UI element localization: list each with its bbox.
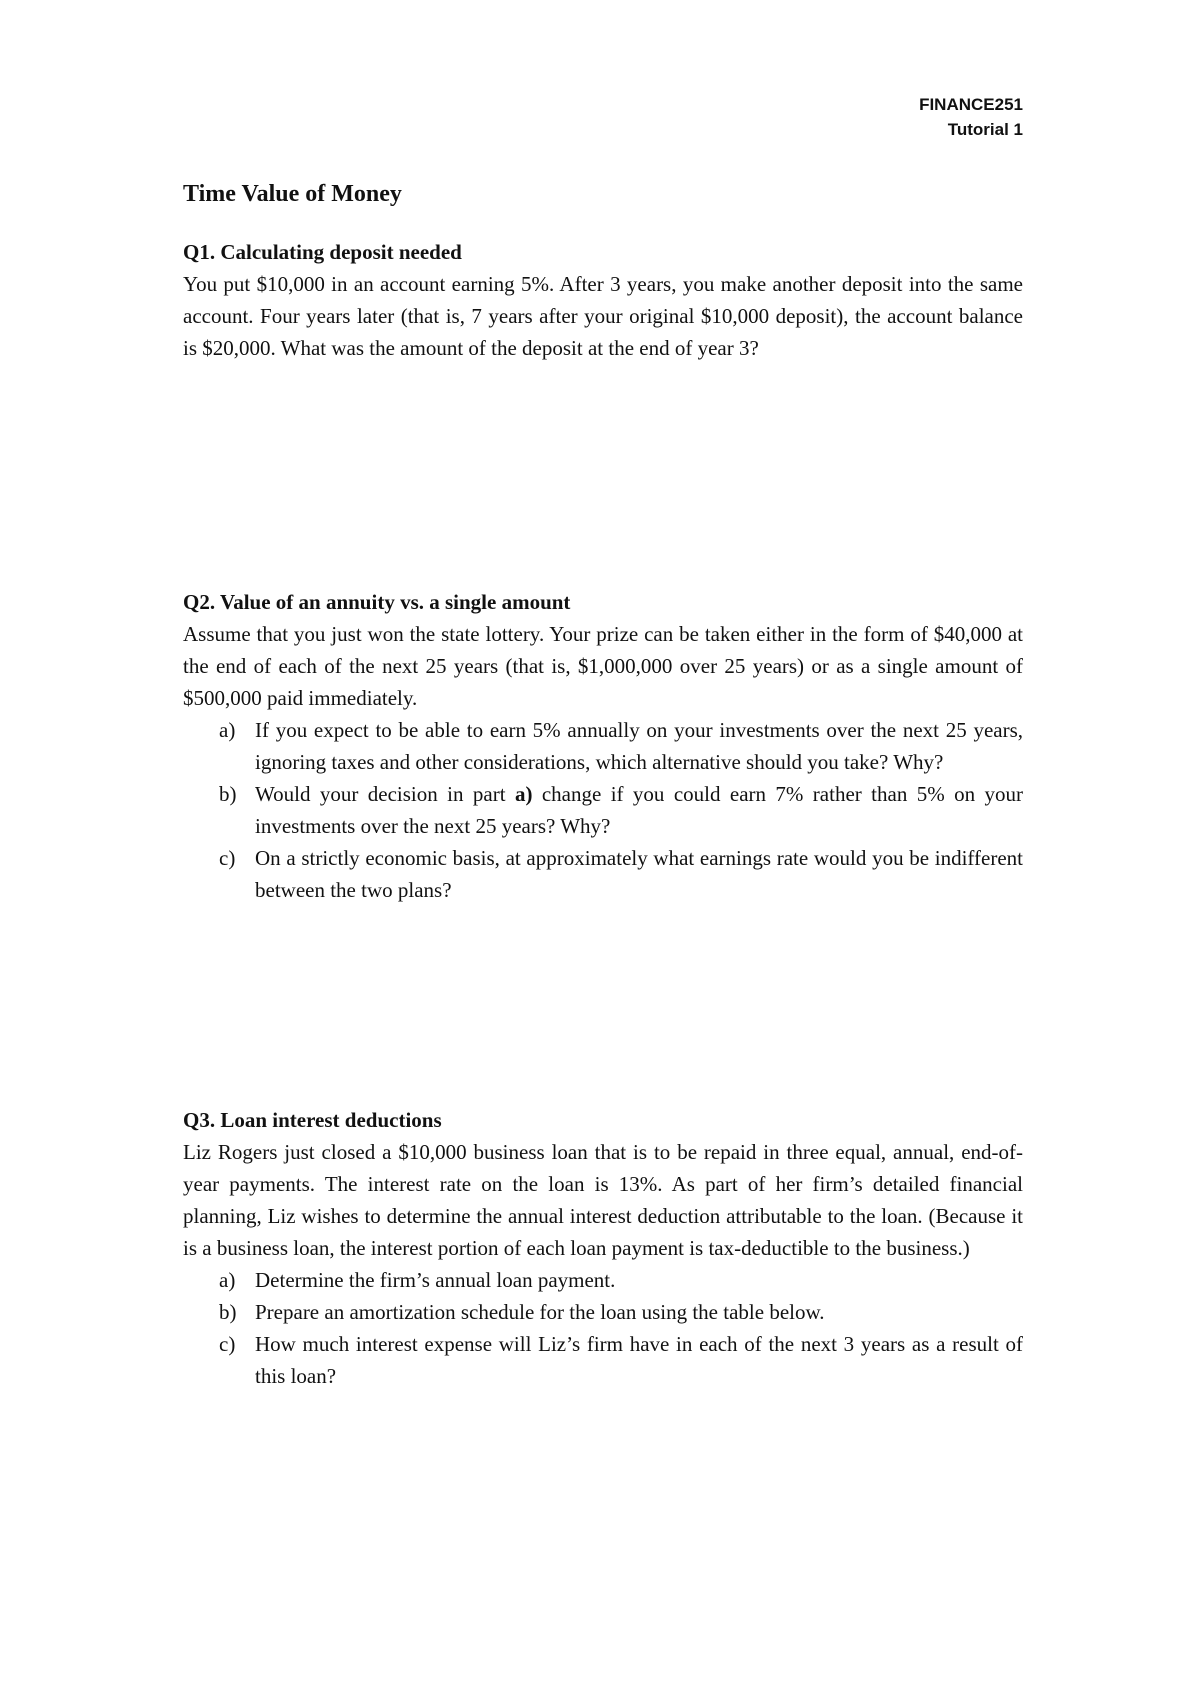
part-marker: a)	[219, 718, 236, 742]
document-body	[183, 178, 1023, 1392]
part-text: If you expect to be able to earn 5% annually on your investments over the next 25 years, ignoring taxes and other considerations, which alternative should you take? Why?	[255, 718, 1023, 774]
part-marker: c)	[219, 1332, 236, 1356]
question-2-title: Q2. Value of an annuity vs. a single amount	[183, 590, 571, 614]
question-3-title: Q3. Loan interest deductions	[183, 1108, 442, 1132]
part-marker: b)	[219, 1300, 237, 1324]
question-3-part-b	[183, 1296, 1023, 1328]
part-text: On a strictly economic basis, at approximately what earnings rate would you be indifferent between the two plans?	[255, 846, 1023, 902]
question-2-part-c	[183, 842, 1023, 906]
page-header	[919, 92, 1023, 142]
part-text: How much interest expense will Liz’s firm have in each of the next 3 years as a result of this loan?	[255, 1332, 1023, 1388]
course-code: FINANCE251	[919, 95, 1023, 114]
question-2-body: Assume that you just won the state lottery. Your prize can be taken either in the form of $40,000 at the end of each of the next 25 years (that is, $1,000,000 over 25 years) or as a single amount of $500,000 paid immediately.	[183, 622, 1023, 710]
answer-space-1	[183, 364, 1023, 586]
question-3	[183, 1104, 1023, 1392]
question-2-parts	[183, 714, 1023, 906]
part-text: Determine the firm’s annual loan payment.	[255, 1268, 616, 1292]
question-2	[183, 586, 1023, 906]
question-3-body: Liz Rogers just closed a $10,000 business loan that is to be repaid in three equal, annual, end-of-year payments. The interest rate on the loan is 13%. As part of her firm’s detailed financial planning, Liz wishes to determine the annual interest deduction attributable to the loan. (Because it is a business loan, the interest portion of each loan payment is tax-deductible to the business.)	[183, 1140, 1023, 1260]
question-1-body: You put $10,000 in an account earning 5%. After 3 years, you make another deposit into the same account. Four years later (that is, 7 years after your original $10,000 deposit), the account balance is $20,000. What was the amount of the deposit at the end of year 3?	[183, 272, 1023, 360]
question-3-parts	[183, 1264, 1023, 1392]
question-1-title: Q1. Calculating deposit needed	[183, 240, 462, 264]
part-text-before: Would your decision in part	[255, 782, 515, 806]
part-marker: c)	[219, 846, 236, 870]
question-2-part-b	[183, 778, 1023, 842]
tutorial-label: Tutorial 1	[947, 120, 1023, 139]
part-text: Prepare an amortization schedule for the loan using the table below.	[255, 1300, 825, 1324]
question-3-part-c	[183, 1328, 1023, 1392]
question-1	[183, 236, 1023, 364]
question-2-part-a	[183, 714, 1023, 778]
part-marker: b)	[219, 782, 237, 806]
answer-space-2	[183, 906, 1023, 1104]
part-marker: a)	[219, 1268, 236, 1292]
document-title: Time Value of Money	[183, 181, 402, 207]
part-text-after: change if you could earn 7% rather than 5% on your investments over the next 25 years? Why?	[255, 782, 1023, 838]
question-3-part-a	[183, 1264, 1023, 1296]
part-reference: a)	[514, 782, 533, 806]
